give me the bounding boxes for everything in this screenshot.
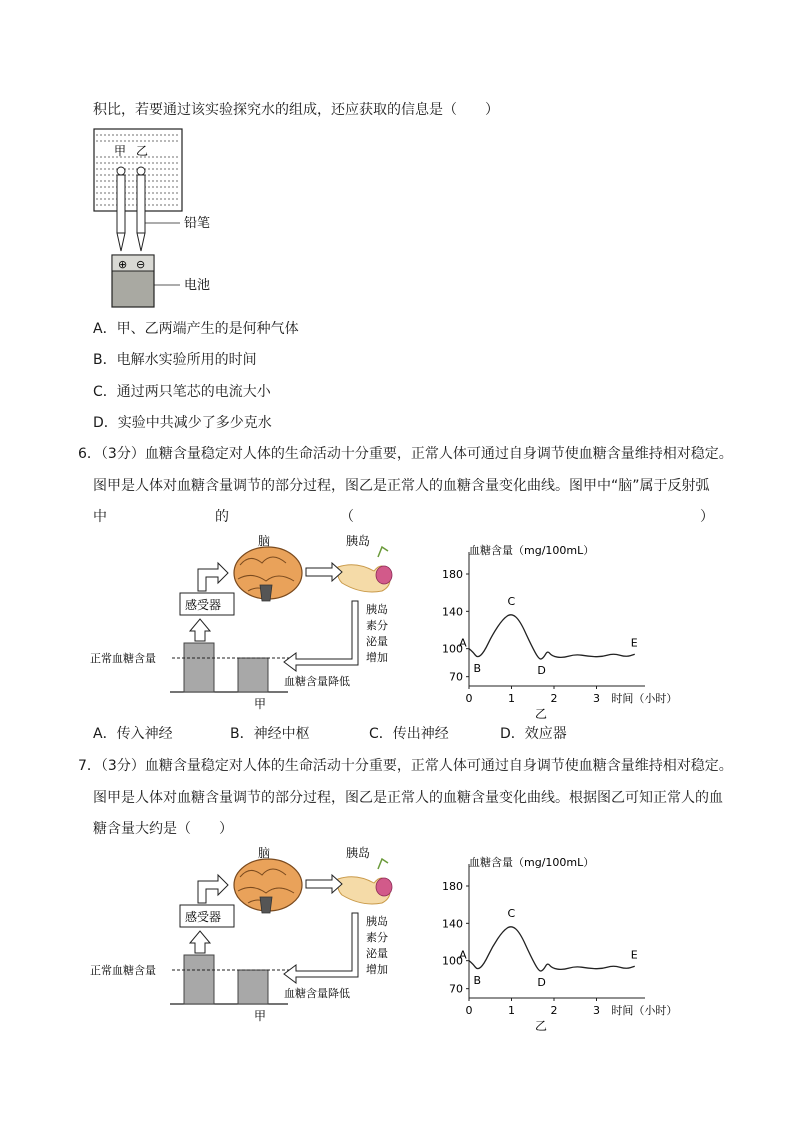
label-battery: 电池 — [184, 278, 211, 293]
insulin-text: 胰岛 — [366, 603, 388, 616]
caption-jia: 甲 — [254, 697, 267, 711]
arrow-brain-to-pancreas — [306, 563, 342, 581]
brain-icon — [234, 859, 302, 913]
q5-option-d: D．实验中共减少了多少克水 — [93, 415, 272, 431]
chart-title: 血糖含量（mg/100mL） — [469, 544, 595, 557]
insulin-text: 素分 — [366, 619, 388, 632]
q5-option-a: A．甲、乙两端产生的是何种气体 — [93, 321, 299, 337]
label-jia: 甲 — [114, 144, 127, 158]
bar-normal — [238, 970, 268, 1004]
y-tick-label: 70 — [449, 982, 463, 996]
series-line — [469, 615, 635, 659]
insulin-text: 泌量 — [366, 635, 388, 648]
caption-yi: 乙 — [535, 707, 548, 721]
x-tick-label: 1 — [508, 692, 515, 705]
chart-yi-q6 — [435, 540, 678, 721]
decrease-label: 血糖含量降低 — [284, 675, 350, 688]
q5-option-b: B．电解水实验所用的时间 — [93, 352, 257, 368]
point-label: C — [507, 907, 516, 921]
bar-normal — [238, 658, 268, 692]
arrow-up-to-receptor — [190, 619, 210, 641]
plus-icon: ⊕ — [118, 258, 128, 271]
chart-title: 血糖含量（mg/100mL） — [469, 856, 595, 869]
point-label: B — [473, 662, 482, 675]
y-tick-label: 70 — [449, 670, 463, 684]
normal-level-label: 正常血糖含量 — [90, 652, 156, 665]
q6-line3-b: 的 — [215, 509, 229, 525]
q7-line3: 糖含量大约是（ ） — [93, 821, 233, 837]
y-tick-label: 180 — [442, 880, 463, 893]
point-label: A — [459, 948, 467, 962]
insulin-text: 胰岛 — [366, 915, 388, 928]
q6-line2: 图甲是人体对血糖含量调节的部分过程，图乙是正常人的血糖含量变化曲线。图甲中“脑”属于反射弧 — [93, 478, 710, 494]
y-tick-label: 140 — [442, 605, 463, 619]
minus-icon: ⊖ — [136, 258, 146, 271]
arrow-brain-to-pancreas — [306, 875, 342, 893]
q5-option-c: C．通过两只笔芯的电流大小 — [93, 384, 271, 400]
pencil-right — [137, 167, 145, 251]
brain-label: 脑 — [258, 534, 271, 548]
normal-level-label: 正常血糖含量 — [90, 964, 156, 977]
q6-option-b: B．神经中枢 — [230, 726, 310, 742]
y-tick-label: 100 — [442, 642, 463, 656]
x-tick-label: 3 — [593, 692, 600, 705]
arrow-pancreas-to-bar — [284, 601, 358, 671]
figure-jia-q7 — [88, 845, 428, 1025]
x-tick-label: 2 — [550, 692, 558, 705]
q7-line1: 7．（3分）血糖含量稳定对人体的生命活动十分重要，正常人体可通过自身调节使血糖含量维持相对稳定。 — [78, 758, 733, 774]
pancreas-label: 胰岛 — [346, 534, 371, 548]
caption-yi: 乙 — [535, 1019, 548, 1033]
receptor-label: 感受器 — [185, 598, 222, 612]
pencil-left — [117, 167, 125, 251]
caption-jia: 甲 — [254, 1009, 267, 1023]
point-label: B — [473, 974, 482, 987]
decrease-label: 血糖含量降低 — [284, 987, 350, 1000]
insulin-text: 增加 — [366, 963, 388, 976]
x-axis-label: 时间（小时） — [611, 1004, 678, 1017]
figure-jia-q6 — [88, 533, 428, 713]
insulin-text: 泌量 — [366, 947, 388, 960]
chart-yi-q7 — [435, 852, 678, 1033]
q6-line3-a: 中 — [93, 509, 107, 525]
q6-option-c: C．传出神经 — [369, 726, 449, 742]
point-label: D — [537, 976, 546, 989]
bar-high — [184, 955, 214, 1004]
brain-label: 脑 — [258, 846, 271, 860]
x-tick-label: 0 — [465, 692, 473, 705]
x-tick-label: 2 — [550, 1004, 558, 1017]
q5-stem: 积比，若要通过该实验探究水的组成，还应获取的信息是（ ） — [93, 102, 499, 118]
point-label: E — [630, 948, 638, 962]
electrolysis-figure — [92, 127, 232, 312]
q6-option-d: D．效应器 — [500, 726, 567, 742]
arrow-up-to-receptor — [190, 931, 210, 953]
y-tick-label: 100 — [442, 954, 463, 968]
x-tick-label: 3 — [593, 1004, 600, 1017]
point-label: E — [630, 636, 638, 650]
label-pencil: 铅笔 — [184, 216, 211, 231]
y-tick-label: 140 — [442, 917, 463, 931]
y-tick-label: 180 — [442, 568, 463, 581]
insulin-text: 素分 — [366, 931, 388, 944]
receptor-label: 感受器 — [185, 910, 222, 924]
arrow-pancreas-to-bar — [284, 913, 358, 983]
x-tick-label: 0 — [465, 1004, 473, 1017]
pancreas-label: 胰岛 — [346, 846, 371, 860]
series-line — [469, 927, 635, 971]
bar-high — [184, 643, 214, 692]
label-yi: 乙 — [136, 144, 149, 158]
pancreas-icon — [338, 859, 393, 904]
insulin-text: 增加 — [366, 651, 388, 664]
q6-line3-c: （ — [340, 509, 354, 525]
point-label: A — [459, 636, 467, 650]
q7-line2: 图甲是人体对血糖含量调节的部分过程，图乙是正常人的血糖含量变化曲线。根据图乙可知正常人的血 — [93, 790, 723, 806]
arrow-receptor-to-brain — [198, 563, 228, 591]
point-label: D — [537, 664, 546, 677]
q6-option-a: A．传入神经 — [93, 726, 173, 742]
q6-line1: 6．（3分）血糖含量稳定对人体的生命活动十分重要，正常人体可通过自身调节使血糖含量维持相对稳定。 — [78, 446, 733, 462]
arrow-receptor-to-brain — [198, 875, 228, 903]
x-tick-label: 1 — [508, 1004, 515, 1017]
point-label: C — [507, 595, 516, 609]
x-axis-label: 时间（小时） — [611, 692, 678, 705]
pancreas-icon — [338, 547, 393, 592]
brain-icon — [234, 547, 302, 601]
q6-line3-d: ） — [700, 509, 714, 525]
